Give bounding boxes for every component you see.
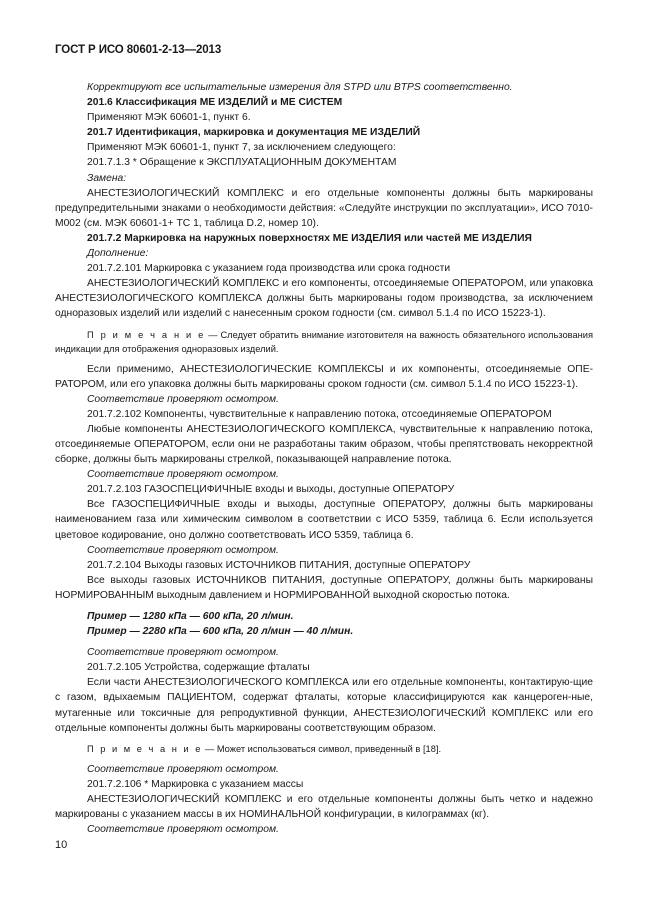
paragraph: Применяют МЭК 60601-1, пункт 7, за исключением следующего: [87,142,396,154]
paragraph: АНЕСТЕЗИОЛОГИЧЕСКИЙ КОМПЛЕКС и его компоненты, отсоединяемые ОПЕРАТОРОМ, или упаковка АНЕСТЕЗИОЛОГИЧЕСКОГО КОМПЛЕКСА должны быть маркированы годом производства, за исключением одноразовых изделий или изделий с нанесенным сроком годности (см. символ 5.1.4 по ИСО 15223-1). [55,278,593,320]
note-label: П р и м е ч а н и е [87,329,206,340]
paragraph: Все выходы газовых ИСТОЧНИКОВ ПИТАНИЯ, доступные ОПЕРАТОРУ, должны быть маркированы НОРМИРОВАННЫМ выходным давлением и НОРМИРОВАННОЙ выходной скоростью потока. [55,574,593,601]
subsection-heading: 201.7.2.104 Выходы газовых ИСТОЧНИКОВ ПИТАНИЯ, доступные ОПЕРАТОРУ [87,559,471,571]
note-label: П р и м е ч а н и е [87,743,203,754]
paragraph: Если применимо, АНЕСТЕЗИОЛОГИЧЕСКИЕ КОМПЛЕКСЫ и их компоненты, отсоединяемые ОПЕ-РАТОРОМ, или его упаковка должны быть маркированы сроком годности (см. символ 5.1.4 по ИСО 15223-1). [55,363,593,390]
subsection-heading: 201.7.2.106 * Маркировка с указанием массы [87,778,304,790]
example: Пример — 1280 кПа — 600 кПа, 20 л/мин. [87,611,294,622]
paragraph: Соответствие проверяют осмотром. [87,647,279,659]
paragraph: Дополнение: [87,248,149,260]
paragraph: АНЕСТЕЗИОЛОГИЧЕСКИЙ КОМПЛЕКС и его отдельные компоненты должны быть маркированы предупредительными знаками о необходимости действия: «Следуйте инструкции по эксплуатации», ИСО 7010-М002 (см. МЭК 60601-1+ ТС 1, таблица D.2, номер 10). [55,187,593,229]
note [55,328,593,356]
paragraph: Соответствие проверяют осмотром. [87,824,279,836]
paragraph: Любые компоненты АНЕСТЕЗИОЛОГИЧЕСКОГО КОМПЛЕКСА, чувствительные к направлению потока, отсоединяемые ОПЕРАТОРОМ, если они не разработаны таким образом, чтобы препятствовать некорректной сборке, должны быть маркированы стрелкой, показывающей направление потока. [55,423,593,466]
document-body [55,80,593,837]
paragraph: Соответствие проверяют осмотром. [87,469,279,481]
paragraph: Соответствие проверяют осмотром. [87,544,279,556]
paragraph: Если части АНЕСТЕЗИОЛОГИЧЕСКОГО КОМПЛЕКСА или его отдельные компоненты, контактирую-щие с газом, вдыхаемым ПАЦИЕНТОМ, содержат фталаты, которые классифицируются как канцероген-ные, мутагенные или токсичные для репродуктивной функции, АНЕСТЕЗИОЛОГИЧЕСКИЙ КОМПЛЕКС или его отдельные компоненты должны быть маркированы соответствующим образом. [55,677,593,734]
paragraph: АНЕСТЕЗИОЛОГИЧЕСКИЙ КОМПЛЕКС и его отдельные компоненты должны быть четко и надежно маркированы с указанием массы в их НОМИНАЛЬНОЙ конфигурации, в килограммах (кг). [55,793,593,821]
subsection-heading: 201.7.2.102 Компоненты, чувствительные к направлению потока, отсоединяемые ОПЕРАТОРОМ [87,408,552,420]
document-header: ГОСТ Р ИСО 80601-2-13—2013 [55,44,222,56]
section-heading: 201.7.2 Маркировка на наружных поверхностях ME ИЗДЕЛИЯ или частей ME ИЗДЕЛИЯ [87,232,532,244]
paragraph: Все ГАЗОСПЕЦИФИЧНЫЕ входы и выходы, доступные ОПЕРАТОРУ, должны быть маркированы наименованием газа или химическим символом в соответствии с ИСО 5359, таблица 6. Если используется цветовое кодирование, оно должно соответствовать ИСО 5359, таблица 6. [55,499,593,541]
note-text: — Может использоваться символ, приведенный в [18]. [202,743,442,754]
page-number: 10 [55,839,68,851]
subsection-heading: 201.7.2.103 ГАЗОСПЕЦИФИЧНЫЕ входы и выходы, доступные ОПЕРАТОРУ [87,484,455,496]
section-heading: 201.7 Идентификация, маркировка и документация ME ИЗДЕЛИЙ [87,127,421,139]
note-text: — Следует обратить внимание изготовителя на важность обязательного использования индикации для отображения одноразовых изделий. [55,329,593,354]
section-heading: 201.6 Классификация ME ИЗДЕЛИЙ и ME СИСТЕМ [87,97,343,109]
subsection-heading: 201.7.2.105 Устройства, содержащие фталаты [87,662,310,674]
subsection-heading: 201.7.2.101 Маркировка с указанием года производства или срока годности [87,263,451,275]
paragraph: Соответствие проверяют осмотром. [87,763,279,775]
subsection-heading: 201.7.1.3 * Обращение к ЭКСПЛУАТАЦИОННЫМ ДОКУМЕНТАМ [87,157,397,169]
note [55,742,593,756]
paragraph: Корректируют все испытательные измерения для STPD или BTPS соответственно. [87,82,513,93]
paragraph: Соответствие проверяют осмотром. [87,393,279,405]
paragraph: Замена: [87,172,127,184]
example: Пример — 2280 кПа — 600 кПа, 20 л/мин — 40 л/мин. [87,626,354,638]
paragraph: Применяют МЭК 60601-1, пункт 6. [87,112,251,124]
